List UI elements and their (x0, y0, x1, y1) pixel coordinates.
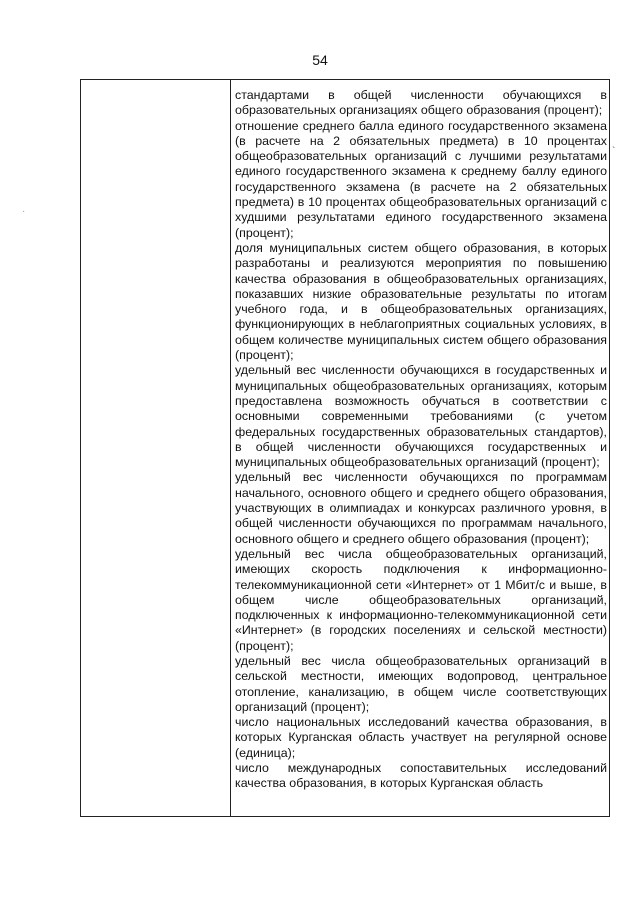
scan-mark: ` (612, 146, 616, 157)
table-paragraph: удельный вес числа общеобразовательных организаций, имеющих скорость подключения к информационно-телекоммуникационной сети «Интернет» от 1 Мбит/с и выше, в общем числе общеобразовательных организаций, подключенных к информационно-телекоммуникационной сети «Интернет» (в городских поселениях и сельской местности) (процент); (235, 546, 607, 653)
document-table (80, 79, 610, 817)
table-paragraph: удельный вес численности обучающихся по программам начального, основного общего и среднего общего образования, участвующих в олимпиадах и конкурсах различного уровня, в общей численности обучающихся по программам начального, основного общего и среднего общего образования (процент); (235, 470, 607, 546)
scan-mark: · (22, 206, 26, 217)
table-right-cell (231, 80, 609, 792)
table-paragraph: удельный вес численности обучающихся в государственных и муниципальных общеобразовательных организациях, которым предоставлена возможность обучаться в соответствии с основными современными требованиями (с учетом федеральных государственных образовательных стандартов), в общей численности обучающихся государственных и муниципальных общеобразовательных организаций (процент); (235, 363, 607, 470)
table-paragraph: стандартами в общей численности обучающихся в образовательных организациях общего образования (процент); (235, 88, 607, 118)
page-number: 54 (312, 52, 328, 68)
table-paragraph: отношение среднего балла единого государственного экзамена (в расчете на 2 обязательных предмета) в 10 процентах общеобразовательных организаций с лучшими результатами единого государственного экзамена к среднему баллу единого государственного экзамена (в расчете на 2 обязательных предмета) в 10 процентах общеобразовательных организаций с худшими результатами единого государственного экзамена (процент); (235, 118, 607, 240)
table-paragraph: число международных сопоставительных исследований качества образования, в которых Курганская область (235, 761, 607, 791)
table-paragraph: удельный вес числа общеобразовательных организаций в сельской местности, имеющих водопровод, центральное отопление, канализацию, в общем числе соответствующих организаций (процент); (235, 653, 607, 714)
table-paragraph: число национальных исследований качества образования, в которых Курганская область участвует на регулярной основе (единица); (235, 715, 607, 760)
table-left-cell (81, 80, 231, 816)
table-paragraph: доля муниципальных систем общего образования, в которых разработаны и реализуются мероприятия по повышению качества образования в общеобразовательных организациях, показавших низкие образовательные результаты по итогам учебного года, и в общеобразовательных организациях, функционирующих в неблагоприятных социальных условиях, в общем количестве муниципальных систем общего образования (процент); (235, 240, 607, 363)
